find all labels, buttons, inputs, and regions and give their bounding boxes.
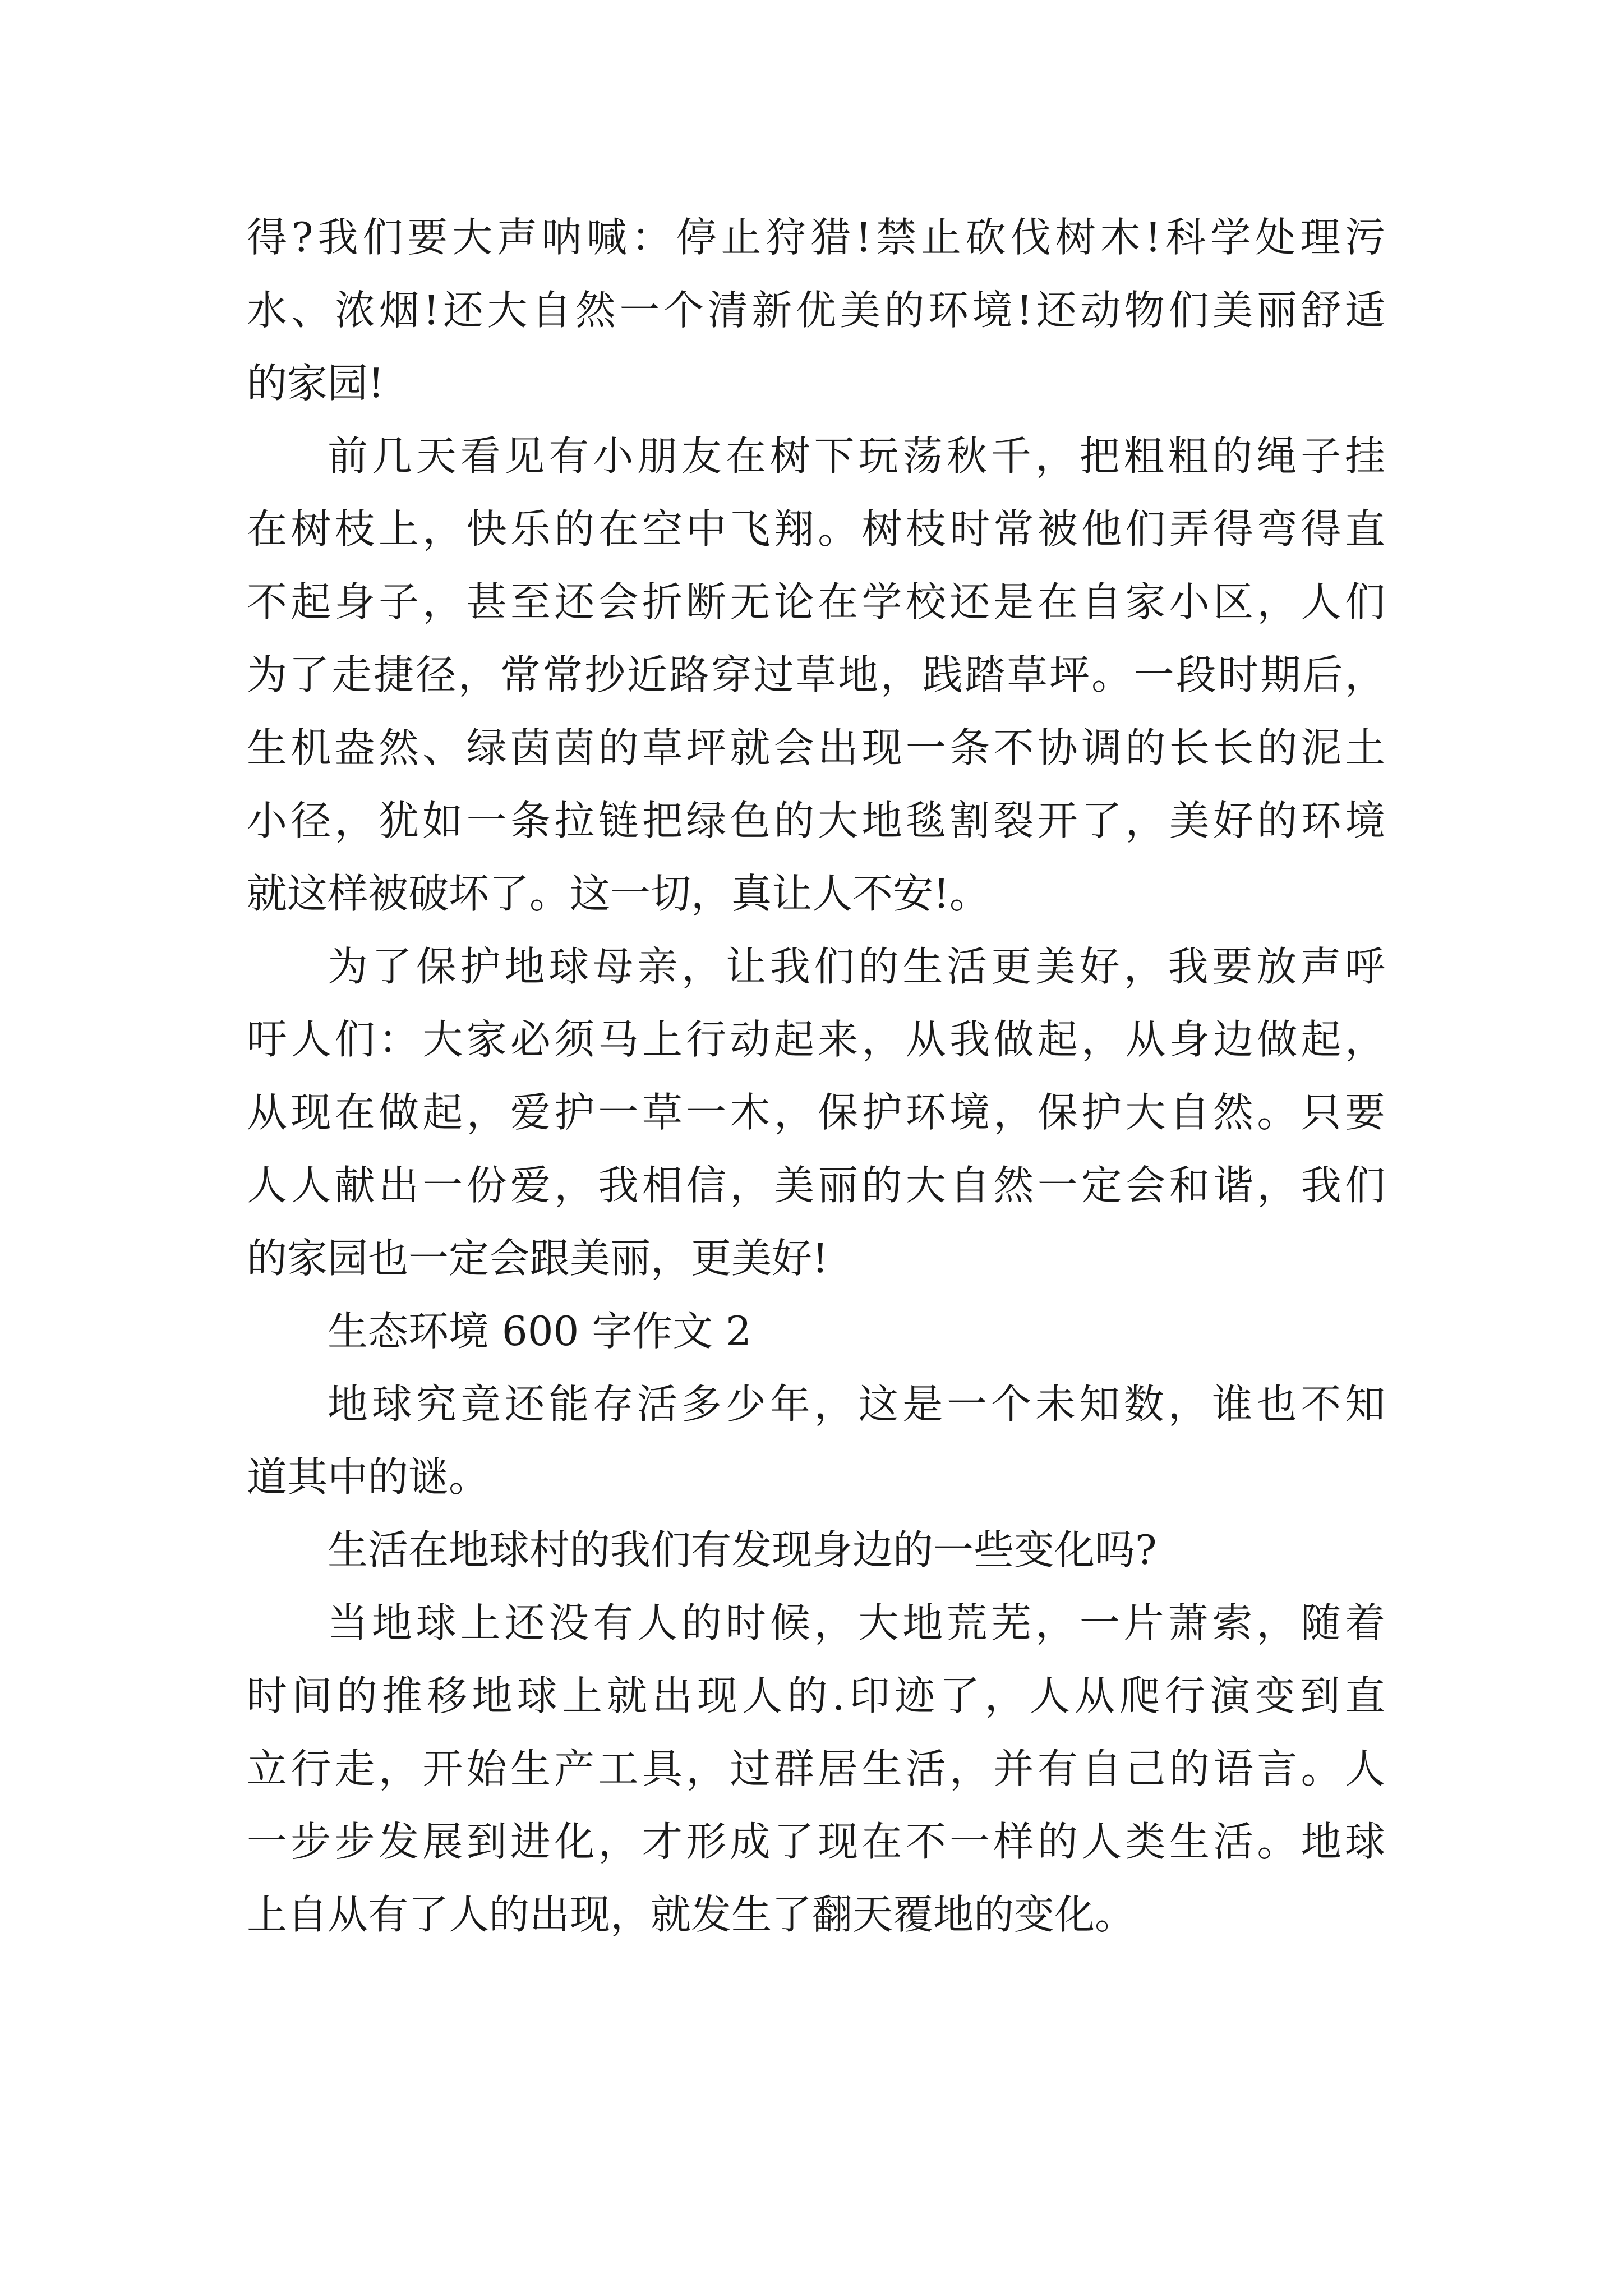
text-line: 在树枝上，快乐的在空中飞翔。树枝时常被他们弄得弯得直 xyxy=(247,505,1385,553)
text-line: 地球究竟还能存活多少年，这是一个未知数，谁也不知 xyxy=(328,1381,1385,1428)
text-line: 为了保护地球母亲，让我们的生活更美好，我要放声呼 xyxy=(328,943,1385,990)
body-text xyxy=(247,201,1385,1951)
text-line: 生活在地球村的我们有发现身边的一些变化吗? xyxy=(328,1526,1157,1573)
text-line: 就这样被破坏了。这一切，真让人不安!。 xyxy=(247,870,990,917)
text-line: 水、浓烟!还大自然一个清新优美的环境!还动物们美丽舒适 xyxy=(247,287,1385,334)
text-line: 为了走捷径，常常抄近路穿过草地，践踏草坪。一段时期后， xyxy=(247,651,1385,698)
text-line: 前几天看见有小朋友在树下玩荡秋千，把粗粗的绳子挂 xyxy=(328,432,1385,480)
text-line: 生机盎然、绿茵茵的草坪就会出现一条不协调的长长的泥土 xyxy=(247,724,1385,771)
text-line: 不起身子，甚至还会折断无论在学校还是在自家小区，人们 xyxy=(247,578,1385,625)
paragraph-6 xyxy=(247,1586,1385,1951)
text-line: 从现在做起，爱护一草一木，保护环境，保护大自然。只要 xyxy=(247,1089,1385,1136)
text-line: 立行走，开始生产工具，过群居生活，并有自己的语言。人 xyxy=(247,1745,1385,1792)
paragraph-1 xyxy=(247,201,1385,420)
text-line: 当地球上还没有人的时候，大地荒芜，一片萧索，随着 xyxy=(328,1599,1385,1646)
text-line: 道其中的谜。 xyxy=(247,1453,490,1501)
text-line: 的家园! xyxy=(247,360,384,407)
text-line: 一步步发展到进化，才形成了现在不一样的人类生活。地球 xyxy=(247,1818,1385,1865)
paragraph-5 xyxy=(247,1513,1385,1586)
paragraph-4 xyxy=(247,1368,1385,1513)
text-line: 得?我们要大声呐喊：停止狩猎!禁止砍伐树木!科学处理污 xyxy=(247,214,1385,261)
text-line: 的家园也一定会跟美丽，更美好! xyxy=(247,1235,828,1282)
text-line: 吁人们：大家必须马上行动起来，从我做起，从身边做起， xyxy=(247,1016,1385,1063)
section-heading xyxy=(247,1295,1385,1368)
paragraph-2 xyxy=(247,420,1385,930)
text-line: 小径，犹如一条拉链把绿色的大地毯割裂开了，美好的环境 xyxy=(247,797,1385,844)
paragraph-3 xyxy=(247,930,1385,1295)
heading-text: 生态环境 600 字作文 2 xyxy=(328,1308,751,1355)
text-line: 时间的推移地球上就出现人的.印迹了，人从爬行演变到直 xyxy=(247,1672,1385,1719)
text-line: 人人献出一份爱，我相信，美丽的大自然一定会和谐，我们 xyxy=(247,1162,1385,1209)
text-line: 上自从有了人的出现，就发生了翻天覆地的变化。 xyxy=(247,1891,1136,1938)
